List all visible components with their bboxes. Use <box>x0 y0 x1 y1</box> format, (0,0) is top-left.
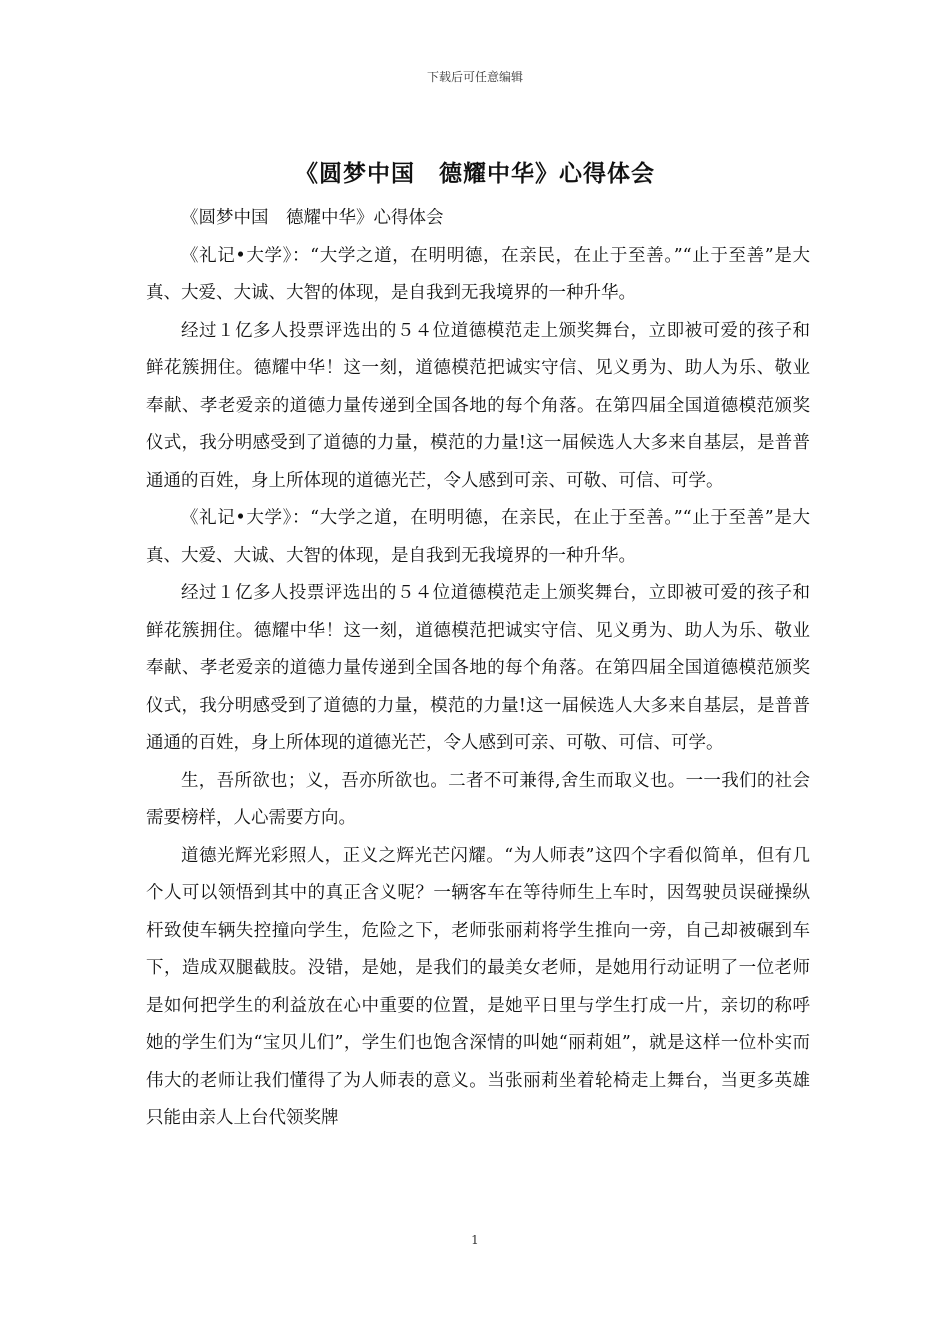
paragraph: 经过１亿多人投票评选出的５４位道德模范走上颁奖舞台，立即被可爱的孩子和鲜花簇拥住。德耀中华！这一刻，道德模范把诚实守信、见义勇为、助人为乐、敬业奉献、孝老爱亲的道德力量传递到全国各地的每个角落。在第四届全国道德模范颁奖仪式，我分明感受到了道德的力量，模范的力量!这一届候选人大多来自基层，是普普通通的百姓，身上所体现的道德光芒，令人感到可亲、可敬、可信、可学。 <box>146 583 810 753</box>
paragraph: 生，吾所欲也；义，吾亦所欲也。二者不可兼得,舍生而取义也。一一我们的社会需要榜样，人心需要方向。 <box>146 770 810 828</box>
paragraph: 经过１亿多人投票评选出的５４位道德模范走上颁奖舞台，立即被可爱的孩子和鲜花簇拥住。德耀中华！这一刻，道德模范把诚实守信、见义勇为、助人为乐、敬业奉献、孝老爱亲的道德力量传递到全国各地的每个角落。在第四届全国道德模范颁奖仪式，我分明感受到了道德的力量，模范的力量!这一届候选人大多来自基层，是普普通通的百姓，身上所体现的道德光芒，令人感到可亲、可敬、可信、可学。 <box>146 320 810 491</box>
paragraph: 《礼记•大学》：“大学之道，在明明德，在亲民，在止于至善。”“止于至善”是大真、大爱、大诚、大智的体现，是自我到无我境界的一种升华。 <box>146 245 810 303</box>
page-number: 1 <box>471 1233 479 1247</box>
paragraph: 《圆梦中国 德耀中华》心得体会 <box>181 208 444 228</box>
document-body <box>146 200 810 1138</box>
page-header-note: 下载后可任意编辑 <box>426 70 523 84</box>
paragraph: 《礼记•大学》：“大学之道，在明明德，在亲民，在止于至善。”“止于至善”是大真、大爱、大诚、大智的体现，是自我到无我境界的一种升华。 <box>146 508 810 566</box>
document-title: 《圆梦中国 德耀中华》心得体会 <box>295 161 655 187</box>
paragraph: 道德光辉光彩照人，正义之辉光芒闪耀。“为人师表”这四个字看似简单，但有几个人可以领悟到其中的真正含义呢？一辆客车在等待师生上车时，因驾驶员误碰操纵杆致使车辆失控撞向学生，危险之下，老师张丽莉将学生推向一旁，自己却被碾到车下，造成双腿截肢。没错，是她，是我们的最美女老师，是她用行动证明了一位老师是如何把学生的利益放在心中重要的位置，是她平日里与学生打成一片，亲切的称呼她的学生们为“宝贝儿们”，学生们也饱含深情的叫她“丽莉姐”，就是这样一位朴实而伟大的老师让我们懂得了为人师表的意义。当张丽莉坐着轮椅走上舞台，当更多英雄只能由亲人上台代领奖牌 <box>146 845 810 1128</box>
